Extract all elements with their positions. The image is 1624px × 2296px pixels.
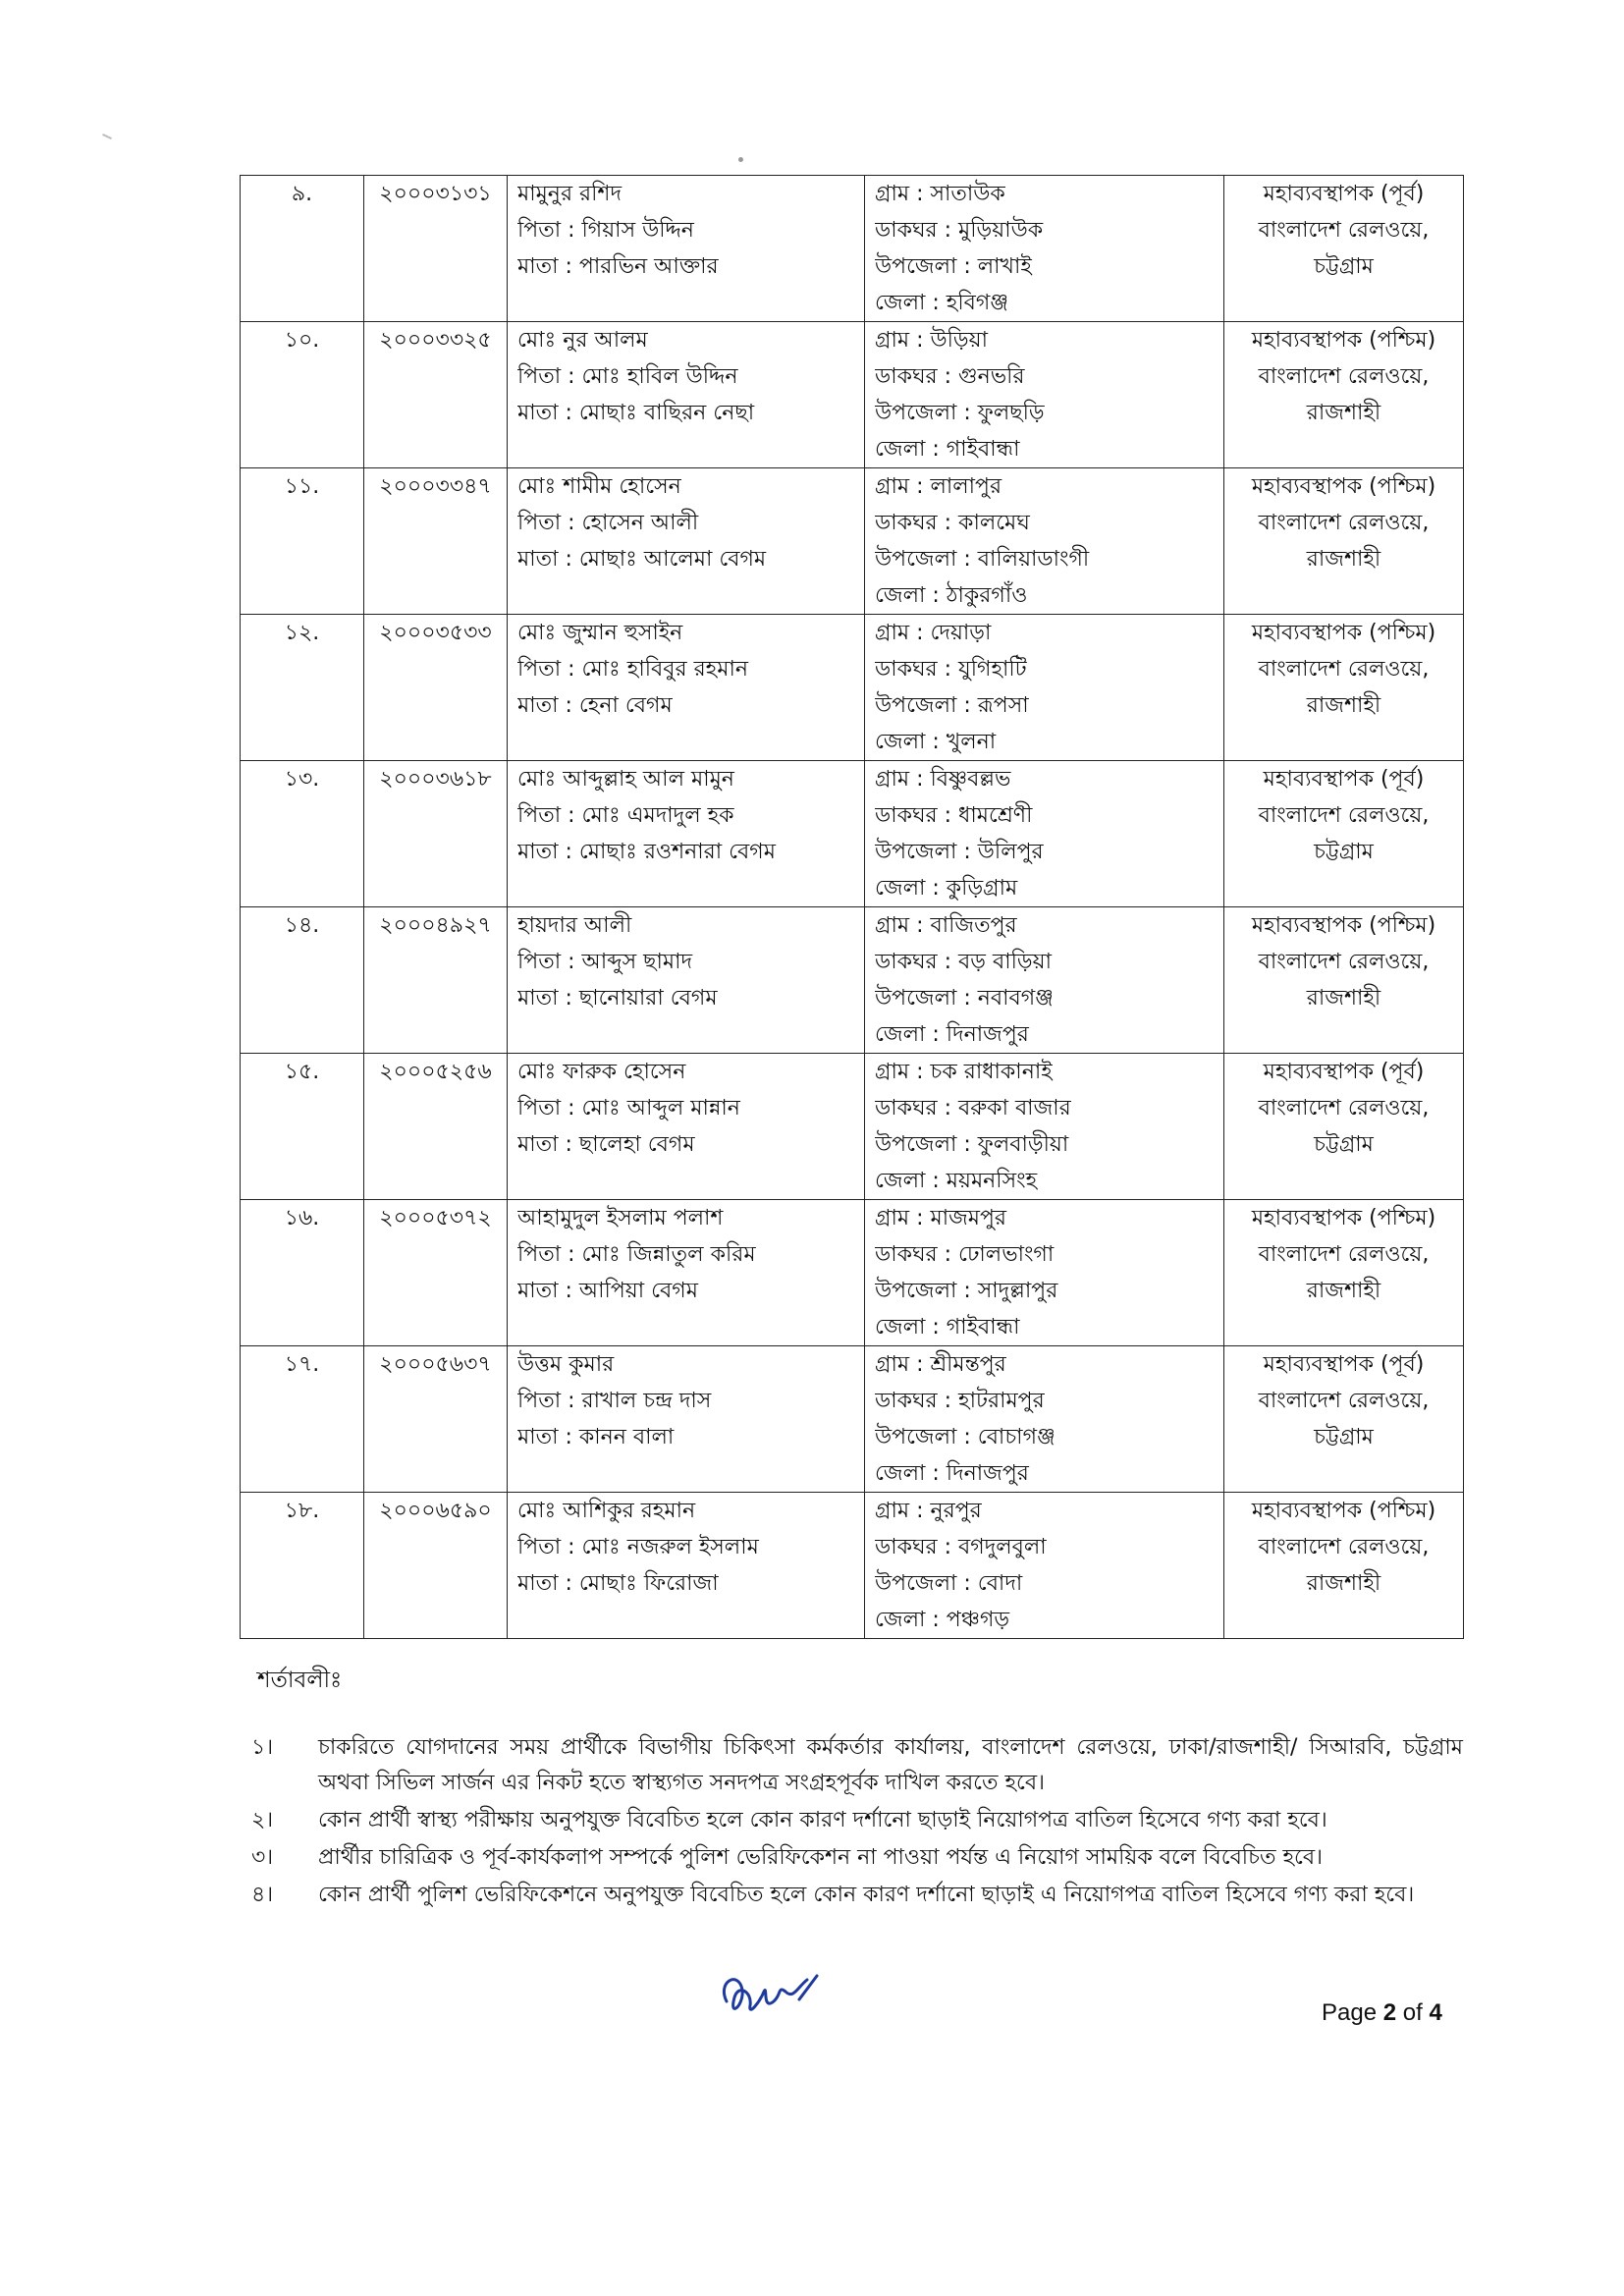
- candidate-name: মোঃ আশিকুর রহমান: [517, 1499, 696, 1523]
- posting-cell: [1224, 1493, 1464, 1639]
- term-item: [251, 1878, 1463, 1913]
- serial-number: ১৫.: [284, 1060, 320, 1084]
- table-row: [241, 1200, 1464, 1346]
- serial-number: ১৬.: [284, 1206, 320, 1230]
- posting-line: বাংলাদেশ রেলওয়ে,: [1258, 218, 1430, 243]
- village: গ্রাম : চক রাধাকানাই: [875, 1060, 1053, 1084]
- posting-cell: [1224, 907, 1464, 1054]
- posting-cell: [1224, 1054, 1464, 1200]
- district: জেলা : গাইবান্ধা: [875, 1315, 1020, 1339]
- post-office: ডাকঘর : বগদুলবুলা: [875, 1535, 1047, 1559]
- address-cell: [865, 176, 1224, 322]
- posting-line: বাংলাদেশ রেলওয়ে,: [1258, 657, 1430, 682]
- mother-name: মাতা : মোছাঃ বাছিরন নেছা: [517, 401, 755, 425]
- serial-cell: [241, 1054, 364, 1200]
- serial-number: ১৭.: [284, 1352, 320, 1377]
- name-cell: [508, 1493, 865, 1639]
- term-number: ৩।: [251, 1845, 274, 1870]
- name-cell: [508, 1346, 865, 1493]
- term-item: [251, 1803, 1463, 1838]
- term-text: প্রার্থীর চারিত্রিক ও পূর্ব-কার্যকলাপ সম্পর্কে পুলিশ ভেরিফিকেশন না পাওয়া পর্যন্ত এ নিয়োগ সাময়িক বলে বিবেচিত হবে।: [318, 1845, 1323, 1870]
- posting-line: চট্টগ্রাম: [1314, 840, 1374, 864]
- mother-name: মাতা : কানন বালা: [517, 1425, 675, 1449]
- posting-line: মহাব্যবস্থাপক (পূর্ব): [1263, 1060, 1425, 1084]
- roll-number: ২০০০৫২৫৬: [379, 1060, 492, 1084]
- serial-cell: [241, 176, 364, 322]
- father-name: পিতা : গিয়াস উদ্দিন: [517, 218, 694, 243]
- posting-line: রাজশাহী: [1306, 401, 1381, 425]
- roll-cell: [364, 1200, 508, 1346]
- roll-number: ২০০০৪৯২৭: [379, 913, 492, 938]
- serial-number: ১১.: [284, 474, 320, 499]
- serial-number: ৯.: [291, 182, 313, 206]
- name-cell: [508, 761, 865, 907]
- posting-cell: [1224, 615, 1464, 761]
- district: জেলা : খুলনা: [875, 730, 997, 754]
- posting-line: মহাব্যবস্থাপক (পশ্চিম): [1251, 913, 1436, 938]
- table-row: [241, 1346, 1464, 1493]
- terms-list: [251, 1730, 1463, 1915]
- post-office: ডাকঘর : হাটরামপুর: [875, 1389, 1045, 1413]
- posting-cell: [1224, 761, 1464, 907]
- posting-line: বাংলাদেশ রেলওয়ে,: [1258, 364, 1430, 389]
- posting-line: মহাব্যবস্থাপক (পশ্চিম): [1251, 328, 1436, 353]
- mother-name: মাতা : পারভিন আক্তার: [517, 254, 719, 279]
- mother-name: মাতা : আপিয়া বেগম: [517, 1279, 698, 1303]
- village: গ্রাম : বাজিতপুর: [875, 913, 1017, 938]
- roll-number: ২০০০৩৩২৫: [379, 328, 492, 353]
- district: জেলা : গাইবান্ধা: [875, 437, 1020, 462]
- roll-cell: [364, 468, 508, 615]
- posting-line: চট্টগ্রাম: [1314, 254, 1374, 279]
- candidate-name: মোঃ জুম্মান হুসাইন: [517, 621, 683, 645]
- posting-line: বাংলাদেশ রেলওয়ে,: [1258, 1242, 1430, 1267]
- upazila: উপজেলা : রূপসা: [875, 693, 1029, 718]
- posting-line: বাংলাদেশ রেলওয়ে,: [1258, 511, 1430, 535]
- serial-number: ১২.: [284, 621, 320, 645]
- posting-line: রাজশাহী: [1306, 693, 1381, 718]
- posting-line: মহাব্যবস্থাপক (পূর্ব): [1263, 182, 1425, 206]
- district: জেলা : দিনাজপুর: [875, 1461, 1029, 1486]
- district: জেলা : হবিগঞ্জ: [875, 291, 1009, 315]
- father-name: পিতা : মোঃ এমদাদুল হক: [517, 803, 734, 828]
- village: গ্রাম : সাতাউক: [875, 182, 1005, 206]
- posting-line: বাংলাদেশ রেলওয়ে,: [1258, 950, 1430, 974]
- posting-cell: [1224, 322, 1464, 468]
- posting-cell: [1224, 176, 1464, 322]
- posting-line: রাজশাহী: [1306, 1571, 1381, 1596]
- roll-number: ২০০০৫৬৩৭: [379, 1352, 492, 1377]
- upazila: উপজেলা : উলিপুর: [875, 840, 1044, 864]
- upazila: উপজেলা : বোচাগঞ্জ: [875, 1425, 1056, 1449]
- post-office: ডাকঘর : কালমেঘ: [875, 511, 1030, 535]
- posting-cell: [1224, 1346, 1464, 1493]
- post-office: ডাকঘর : যুগিহাটি: [875, 657, 1027, 682]
- candidate-name: মামুনুর রশিদ: [517, 182, 623, 206]
- term-text: চাকরিতে যোগদানের সময় প্রার্থীকে বিভাগীয় চিকিৎসা কর্মকর্তার কার্যালয়, বাংলাদেশ রেলওয়ে, ঢাকা/রাজশাহী/ সিআরবি, চট্টগ্রাম অথবা সিভিল সার্জন এর নিকট হতে স্বাস্থ্যগত সনদপত্র সংগ্রহপূর্বক দাখিল করতে হবে।: [318, 1735, 1463, 1795]
- posting-line: রাজশাহী: [1306, 547, 1381, 572]
- post-office: ডাকঘর : গুনভরি: [875, 364, 1025, 389]
- table-row: [241, 176, 1464, 322]
- mother-name: মাতা : ছালেহা বেগম: [517, 1132, 695, 1157]
- serial-cell: [241, 761, 364, 907]
- serial-number: ১৮.: [284, 1499, 320, 1523]
- posting-cell: [1224, 468, 1464, 615]
- serial-cell: [241, 468, 364, 615]
- name-cell: [508, 468, 865, 615]
- serial-cell: [241, 1200, 364, 1346]
- roll-cell: [364, 1346, 508, 1493]
- father-name: পিতা : মোঃ আব্দুল মান্নান: [517, 1096, 740, 1121]
- scan-speck: [738, 157, 743, 162]
- serial-cell: [241, 1346, 364, 1493]
- signature: [709, 1962, 827, 2031]
- page-number: Page 2 of 4: [1322, 1999, 1442, 2026]
- address-cell: [865, 322, 1224, 468]
- posting-line: বাংলাদেশ রেলওয়ে,: [1258, 1389, 1430, 1413]
- roll-cell: [364, 761, 508, 907]
- father-name: পিতা : আব্দুস ছামাদ: [517, 950, 693, 974]
- mother-name: মাতা : মোছাঃ ফিরোজা: [517, 1571, 719, 1596]
- term-number: ৪।: [251, 1883, 274, 1907]
- serial-cell: [241, 907, 364, 1054]
- term-item: [251, 1840, 1463, 1876]
- name-cell: [508, 1200, 865, 1346]
- father-name: পিতা : মোঃ নজরুল ইসলাম: [517, 1535, 759, 1559]
- name-cell: [508, 1054, 865, 1200]
- serial-cell: [241, 615, 364, 761]
- roll-number: ২০০০৩৬১৮: [379, 767, 492, 792]
- post-office: ডাকঘর : ঢোলভাংগা: [875, 1242, 1055, 1267]
- roll-number: ২০০০৬৫৯০: [379, 1499, 492, 1523]
- mother-name: মাতা : মোছাঃ আলেমা বেগম: [517, 547, 767, 572]
- roll-number: ২০০০৩৫৩৩: [379, 621, 492, 645]
- upazila: উপজেলা : সাদুল্লাপুর: [875, 1279, 1058, 1303]
- posting-line: মহাব্যবস্থাপক (পশ্চিম): [1251, 621, 1436, 645]
- table-row: [241, 468, 1464, 615]
- posting-line: মহাব্যবস্থাপক (পশ্চিম): [1251, 1206, 1436, 1230]
- roll-number: ২০০০৩৩৪৭: [379, 474, 492, 499]
- candidate-name: মোঃ আব্দুল্লাহ আল মামুন: [517, 767, 734, 792]
- candidate-name: হায়দার আলী: [517, 913, 632, 938]
- roll-number: ২০০০৩১৩১: [379, 182, 492, 206]
- posting-line: বাংলাদেশ রেলওয়ে,: [1258, 1535, 1430, 1559]
- terms-title: শর্তাবলীঃ: [257, 1667, 343, 1693]
- roll-cell: [364, 907, 508, 1054]
- upazila: উপজেলা : ফুলছড়ি: [875, 401, 1045, 425]
- candidate-name: মোঃ নুর আলম: [517, 328, 648, 353]
- table-row: [241, 1493, 1464, 1639]
- address-cell: [865, 615, 1224, 761]
- village: গ্রাম : শ্রীমন্তপুর: [875, 1352, 1006, 1377]
- village: গ্রাম : উড়িয়া: [875, 328, 988, 353]
- post-office: ডাকঘর : বরুকা বাজার: [875, 1096, 1071, 1121]
- district: জেলা : ময়মনসিংহ: [875, 1169, 1038, 1193]
- upazila: উপজেলা : লাখাই: [875, 254, 1032, 279]
- roll-cell: [364, 1054, 508, 1200]
- serial-number: ১৪.: [284, 913, 320, 938]
- address-cell: [865, 468, 1224, 615]
- name-cell: [508, 176, 865, 322]
- upazila: উপজেলা : ফুলবাড়ীয়া: [875, 1132, 1069, 1157]
- father-name: পিতা : মোঃ জিন্নাতুল করিম: [517, 1242, 756, 1267]
- posting-line: মহাব্যবস্থাপক (পূর্ব): [1263, 767, 1425, 792]
- address-cell: [865, 1200, 1224, 1346]
- table-row: [241, 322, 1464, 468]
- address-cell: [865, 761, 1224, 907]
- post-office: ডাকঘর : বড় বাড়িয়া: [875, 950, 1052, 974]
- post-office: ডাকঘর : ধামশ্রেণী: [875, 803, 1033, 828]
- father-name: পিতা : মোঃ হাবিবুর রহমান: [517, 657, 748, 682]
- district: জেলা : ঠাকুরগাঁও: [875, 583, 1028, 608]
- roll-cell: [364, 322, 508, 468]
- posting-line: রাজশাহী: [1306, 986, 1381, 1011]
- candidate-name: আহামুদুল ইসলাম পলাশ: [517, 1206, 724, 1230]
- address-cell: [865, 1493, 1224, 1639]
- district: জেলা : কুড়িগ্রাম: [875, 876, 1018, 901]
- post-office: ডাকঘর : মুড়িয়াউক: [875, 218, 1044, 243]
- table-row: [241, 1054, 1464, 1200]
- term-number: ২।: [251, 1808, 274, 1832]
- scan-speck: [102, 134, 112, 139]
- posting-line: মহাব্যবস্থাপক (পূর্ব): [1263, 1352, 1425, 1377]
- serial-cell: [241, 1493, 364, 1639]
- posting-line: মহাব্যবস্থাপক (পশ্চিম): [1251, 474, 1436, 499]
- roll-cell: [364, 1493, 508, 1639]
- term-text: কোন প্রার্থী পুলিশ ভেরিফিকেশনে অনুপযুক্ত বিবেচিত হলে কোন কারণ দর্শানো ছাড়াই এ নিয়োগপত্র বাতিল হিসেবে গণ্য করা হবে।: [318, 1883, 1415, 1907]
- father-name: পিতা : হোসেন আলী: [517, 511, 699, 535]
- table-row: [241, 907, 1464, 1054]
- candidate-table: [240, 175, 1464, 1639]
- candidate-name: মোঃ ফারুক হোসেন: [517, 1060, 686, 1084]
- posting-line: চট্টগ্রাম: [1314, 1132, 1374, 1157]
- village: গ্রাম : দেয়াড়া: [875, 621, 992, 645]
- district: জেলা : পঞ্চগড়: [875, 1608, 1010, 1632]
- upazila: উপজেলা : বালিয়াডাংগী: [875, 547, 1090, 572]
- village: গ্রাম : মাজমপুর: [875, 1206, 1007, 1230]
- posting-line: বাংলাদেশ রেলওয়ে,: [1258, 803, 1430, 828]
- term-text: কোন প্রার্থী স্বাস্থ্য পরীক্ষায় অনুপযুক্ত বিবেচিত হলে কোন কারণ দর্শানো ছাড়াই নিয়োগপত্র বাতিল হিসেবে গণ্য করা হবে।: [318, 1808, 1327, 1832]
- mother-name: মাতা : মোছাঃ রওশনারা বেগম: [517, 840, 776, 864]
- posting-line: বাংলাদেশ রেলওয়ে,: [1258, 1096, 1430, 1121]
- table-row: [241, 615, 1464, 761]
- address-cell: [865, 1054, 1224, 1200]
- mother-name: মাতা : হেনা বেগম: [517, 693, 673, 718]
- name-cell: [508, 907, 865, 1054]
- candidate-name: মোঃ শামীম হোসেন: [517, 474, 681, 499]
- district: জেলা : দিনাজপুর: [875, 1022, 1029, 1047]
- posting-cell: [1224, 1200, 1464, 1346]
- father-name: পিতা : রাখাল চন্দ্র দাস: [517, 1389, 712, 1413]
- village: গ্রাম : লালাপুর: [875, 474, 1002, 499]
- father-name: পিতা : মোঃ হাবিল উদ্দিন: [517, 364, 738, 389]
- candidate-name: উত্তম কুমার: [517, 1352, 615, 1377]
- serial-cell: [241, 322, 364, 468]
- roll-number: ২০০০৫৩৭২: [379, 1206, 492, 1230]
- posting-line: চট্টগ্রাম: [1314, 1425, 1374, 1449]
- roll-cell: [364, 615, 508, 761]
- village: গ্রাম : বিষ্ণুবল্লভ: [875, 767, 1011, 792]
- term-number: ১।: [251, 1735, 274, 1760]
- address-cell: [865, 1346, 1224, 1493]
- table-row: [241, 761, 1464, 907]
- roll-cell: [364, 176, 508, 322]
- mother-name: মাতা : ছানোয়ারা বেগম: [517, 986, 718, 1011]
- serial-number: ১৩.: [284, 767, 320, 792]
- village: গ্রাম : নুরপুর: [875, 1499, 982, 1523]
- posting-line: মহাব্যবস্থাপক (পশ্চিম): [1251, 1499, 1436, 1523]
- posting-line: রাজশাহী: [1306, 1279, 1381, 1303]
- name-cell: [508, 322, 865, 468]
- term-item: [251, 1730, 1463, 1801]
- serial-number: ১০.: [284, 328, 320, 353]
- address-cell: [865, 907, 1224, 1054]
- upazila: উপজেলা : বোদা: [875, 1571, 1023, 1596]
- upazila: উপজেলা : নবাবগঞ্জ: [875, 986, 1054, 1011]
- name-cell: [508, 615, 865, 761]
